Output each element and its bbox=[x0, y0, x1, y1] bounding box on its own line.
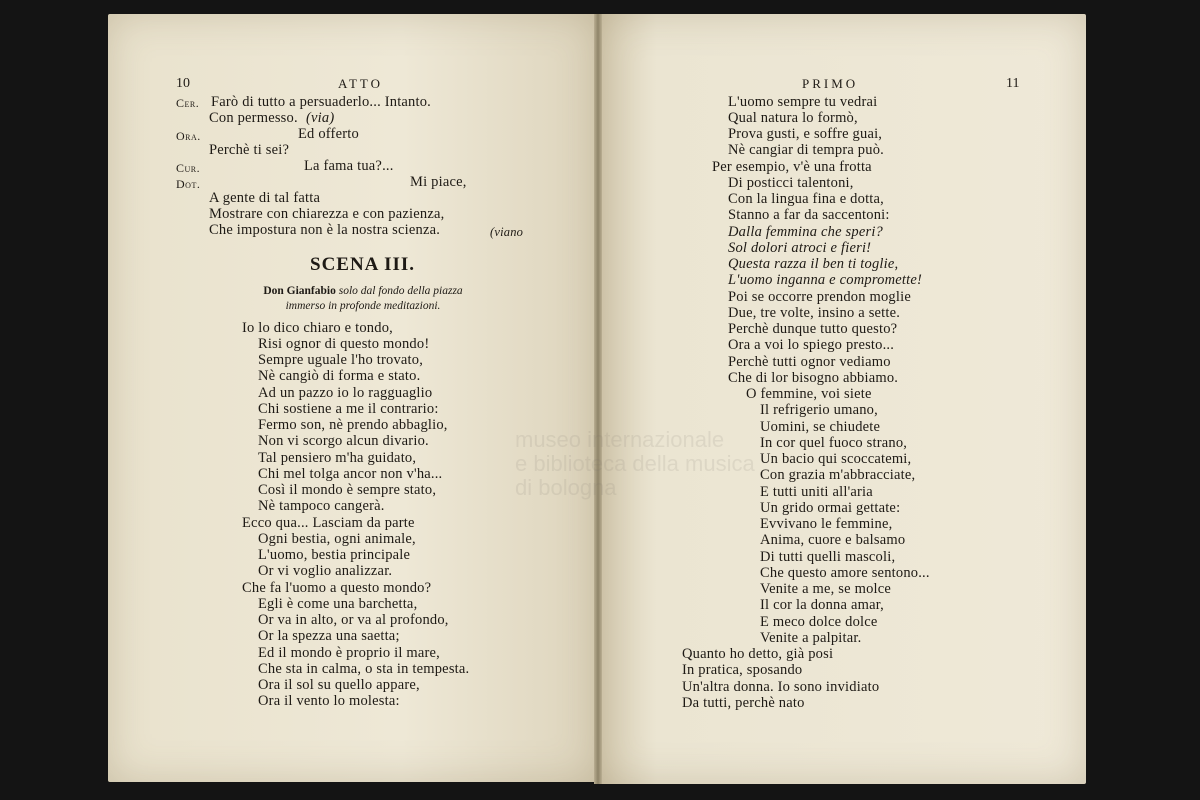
verse-line: In cor quel fuoco strano, bbox=[760, 435, 908, 451]
verse-line: Anima, cuore e balsamo bbox=[760, 532, 906, 548]
dialogue-line: Farò di tutto a persuaderlo... Intanto. bbox=[211, 94, 432, 110]
dialogue-line: Che impostura non è la nostra scienza. bbox=[209, 222, 441, 238]
scene-desc-line-1 bbox=[263, 285, 462, 297]
verse-line: Tal pensiero m'ha guidato, bbox=[258, 450, 417, 466]
verse-line: In pratica, sposando bbox=[682, 662, 803, 678]
verse-line: Ecco qua... Lasciam da parte bbox=[242, 515, 415, 531]
verse-line: Evvivano le femmine, bbox=[760, 516, 893, 532]
verse-line: L'uomo inganna e compromette! bbox=[728, 272, 923, 288]
verse-line: Un'altra donna. Io sono invidiato bbox=[682, 679, 880, 695]
watermark-line-3: di bologna bbox=[515, 475, 617, 500]
verse-line: E meco dolce dolce bbox=[760, 614, 878, 630]
verse-line: Sol dolori atroci e fieri! bbox=[728, 240, 872, 256]
verse-line: L'uomo sempre tu vedrai bbox=[728, 94, 878, 110]
verse-line: Da tutti, perchè nato bbox=[682, 695, 805, 711]
verse-line: Dalla femmina che speri? bbox=[728, 224, 884, 240]
scene-description bbox=[238, 284, 488, 314]
verse-line: Sempre uguale l'ho trovato, bbox=[258, 352, 424, 368]
left-running-head: ATTO bbox=[338, 76, 383, 91]
verse-line: O femmine, voi siete bbox=[746, 386, 872, 402]
verse-line: Prova gusti, e soffre guai, bbox=[728, 126, 883, 142]
speaker-label: Dot. bbox=[176, 177, 201, 191]
verse-line: Egli è come una barchetta, bbox=[258, 596, 418, 612]
watermark-line-1: museo internazionale bbox=[515, 427, 725, 452]
verse-line: Nè cangiar di tempra può. bbox=[728, 142, 884, 158]
verse-line: Con la lingua fina e dotta, bbox=[728, 191, 885, 207]
verse-line: Stanno a far da saccentoni: bbox=[728, 207, 890, 223]
verse-line: Non vi scorgo alcun divario. bbox=[258, 433, 429, 449]
verse-line: Perchè dunque tutto questo? bbox=[728, 321, 898, 337]
right-running-head: PRIMO bbox=[802, 76, 859, 91]
verse-line: Il refrigerio umano, bbox=[760, 402, 878, 418]
verse-line: Poi se occorre prendon moglie bbox=[728, 289, 911, 305]
verse-line: Io lo dico chiaro e tondo, bbox=[242, 320, 393, 336]
verse-line: Qual natura lo formò, bbox=[728, 110, 858, 126]
verse-line: L'uomo, bestia principale bbox=[258, 547, 411, 563]
verse-line: Fermo son, nè prendo abbaglio, bbox=[258, 417, 448, 433]
stage-direction: (viano bbox=[490, 225, 524, 239]
verse-line: Ed il mondo è proprio il mare, bbox=[258, 645, 440, 661]
book-gutter bbox=[594, 14, 602, 784]
verse-line: E tutti uniti all'aria bbox=[760, 484, 873, 500]
left-page-number: 10 bbox=[176, 76, 190, 91]
dialogue-line: Con permesso. bbox=[209, 110, 298, 126]
verse-line: Che fa l'uomo a questo mondo? bbox=[242, 580, 432, 596]
right-page-number: 11 bbox=[1006, 76, 1020, 91]
verse-line: Che sta in calma, o sta in tempesta. bbox=[258, 661, 470, 677]
verse-line: Risi ognor di questo mondo! bbox=[258, 336, 430, 352]
verse-line: Due, tre volte, insino a sette. bbox=[728, 305, 901, 321]
verse-line: Chi sostiene a me il contrario: bbox=[258, 401, 439, 417]
dialogue-line: A gente di tal fatta bbox=[209, 190, 321, 206]
verse-line: Or la spezza una saetta; bbox=[258, 628, 400, 644]
verse-line: Nè cangiò di forma e stato. bbox=[258, 368, 421, 384]
verse-line: Un grido ormai gettate: bbox=[760, 500, 901, 516]
speaker-label: Cur. bbox=[176, 161, 201, 175]
verse-line: Di posticci talentoni, bbox=[728, 175, 854, 191]
verse-line: Venite a palpitar. bbox=[760, 630, 862, 646]
verse-line: Nè tampoco cangerà. bbox=[258, 498, 385, 514]
verse-line: Per esempio, v'è una frotta bbox=[712, 159, 872, 175]
verse-line: Con grazia m'abbracciate, bbox=[760, 467, 916, 483]
verse-line: Di tutti quelli mascoli, bbox=[760, 549, 896, 565]
dialogue-line: La fama tua?... bbox=[304, 158, 394, 174]
verse-line: Che questo amore sentono... bbox=[760, 565, 930, 581]
dialogue-line: Ed offerto bbox=[298, 126, 359, 142]
verse-line: Or va in alto, or va al profondo, bbox=[258, 612, 449, 628]
verse-line: Ogni bestia, ogni animale, bbox=[258, 531, 416, 547]
scene-title: SCENA III. bbox=[310, 254, 416, 275]
verse-line: Ora il sol su quello appare, bbox=[258, 677, 420, 693]
verse-line: Ora il vento lo molesta: bbox=[258, 693, 400, 709]
scene-desc-line-2: immerso in profonde meditazioni. bbox=[285, 300, 441, 312]
verse-line: Ora a voi lo spiego presto... bbox=[728, 337, 895, 353]
verse-line: Questa razza il ben ti toglie, bbox=[728, 256, 899, 272]
library-watermark bbox=[515, 428, 755, 500]
verse-line: Ad un pazzo io lo ragguaglio bbox=[258, 385, 433, 401]
verse-line: Che di lor bisogno abbiamo. bbox=[728, 370, 899, 386]
verse-line: Un bacio qui scoccatemi, bbox=[760, 451, 912, 467]
speaker-label: Cer. bbox=[176, 96, 200, 110]
dialogue-line: Mi piace, bbox=[410, 174, 467, 190]
speaker-label: Ora. bbox=[176, 129, 201, 143]
scene-desc-rest: solo dal fondo della piazza bbox=[335, 285, 463, 297]
verse-line: Così il mondo è sempre stato, bbox=[258, 482, 437, 498]
verse-line: Chi mel tolga ancor non v'ha... bbox=[258, 466, 443, 482]
verse-line: Venite a me, se molce bbox=[760, 581, 892, 597]
verse-line: Il cor la donna amar, bbox=[760, 597, 884, 613]
stage-direction: (via) bbox=[306, 110, 335, 126]
watermark-line-2: e biblioteca della musica bbox=[515, 451, 755, 476]
verse-line: Uomini, se chiudete bbox=[760, 419, 881, 435]
verse-line: Quanto ho detto, già posi bbox=[682, 646, 834, 662]
character-name: Don Gianfabio bbox=[263, 285, 336, 297]
dialogue-line: Mostrare con chiarezza e con pazienza, bbox=[209, 206, 445, 222]
dialogue-line: Perchè ti sei? bbox=[209, 142, 290, 158]
verse-line: Or vi voglio analizzar. bbox=[258, 563, 393, 579]
verse-line: Perchè tutti ognor vediamo bbox=[728, 354, 891, 370]
